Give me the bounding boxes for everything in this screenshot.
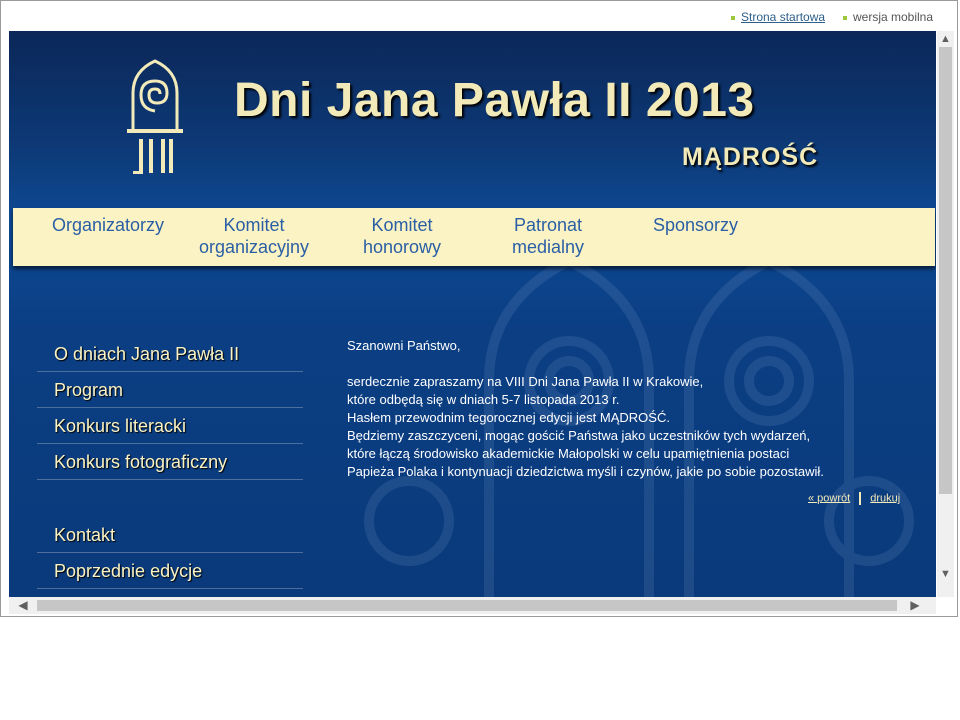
scroll-down-icon[interactable]: ▼: [940, 568, 951, 580]
horizontal-scrollbar[interactable]: [9, 597, 936, 614]
side-item-contact[interactable]: Kontakt: [37, 517, 303, 553]
text-line: Będziemy zaszczyceni, mogąc gościć Państwa jako uczestników tych wydarzeń,: [347, 428, 811, 443]
nav-item-honorary-committee[interactable]: [363, 214, 441, 258]
greeting: Szanowni Państwo,: [347, 338, 461, 353]
vertical-scroll-thumb[interactable]: [939, 47, 952, 494]
scroll-left-icon[interactable]: ◀: [18, 598, 28, 612]
jp2-logo: [127, 59, 183, 177]
mobile-version-label: wersja mobilna: [853, 10, 934, 24]
nav-label: organizacyjny: [199, 237, 310, 257]
nav-item-media-patronage[interactable]: [512, 214, 584, 258]
page-content: [9, 31, 936, 597]
side-item-photo-contest[interactable]: Konkurs fotograficzny: [37, 444, 303, 480]
side-item-previous-editions[interactable]: Poprzednie edycje: [37, 553, 303, 589]
nav-label: Patronat: [514, 215, 583, 235]
side-nav-spacer: [37, 480, 303, 517]
bullet-icon: [731, 16, 735, 20]
text-line: które odbędą się w dniach 5-7 listopada 2013 r.: [347, 392, 620, 407]
main-text: [347, 337, 917, 481]
top-navigation: [13, 208, 935, 266]
side-navigation: [37, 336, 303, 589]
nav-item-organizing-committee[interactable]: [199, 214, 309, 258]
bullet-icon: [843, 16, 847, 20]
mobile-version-link[interactable]: [843, 10, 933, 24]
scroll-right-icon[interactable]: ▶: [910, 598, 920, 612]
page-actions: [808, 492, 900, 505]
text-line: Papieża Polaka i kontynuacji dziedzictwa myśli i czynów, jakie po sobie pozostawił.: [347, 464, 824, 479]
nav-label: Organizatorzy: [52, 215, 165, 235]
horizontal-scroll-thumb[interactable]: [37, 600, 897, 611]
print-link[interactable]: drukuj: [870, 492, 901, 505]
nav-label: Komitet: [371, 215, 433, 235]
nav-label: medialny: [512, 237, 585, 257]
text-line: Hasłem przewodnim tegorocznej edycji jest MĄDROŚĆ.: [347, 410, 670, 425]
side-item-program[interactable]: Program: [37, 372, 303, 408]
top-link-bar: [1, 1, 937, 31]
nav-item-sponsors[interactable]: [653, 214, 738, 236]
side-item-literary-contest[interactable]: Konkurs literacki: [37, 408, 303, 444]
back-link[interactable]: « powrót: [808, 492, 851, 505]
text-line: które łączą środowisko akademickie Małopolski w celu upamiętnienia postaci: [347, 446, 790, 461]
nav-label: Komitet: [223, 215, 285, 235]
start-page-link[interactable]: [731, 10, 825, 24]
nav-label: honorowy: [363, 237, 442, 257]
start-page-label: Strona startowa: [741, 10, 826, 24]
site-motto: MĄDROŚĆ: [682, 143, 819, 171]
site-title: Dni Jana Pawła II 2013: [234, 74, 755, 127]
vertical-scrollbar[interactable]: [937, 31, 954, 597]
scroll-up-icon[interactable]: ▲: [940, 33, 951, 45]
text-line: serdecznie zapraszamy na VIII Dni Jana Pawła II w Krakowie,: [347, 374, 704, 389]
separator: [859, 492, 861, 505]
side-item-about[interactable]: O dniach Jana Pawła II: [37, 336, 303, 372]
nav-label: Sponsorzy: [653, 215, 739, 235]
nav-item-organizers[interactable]: [52, 214, 164, 236]
